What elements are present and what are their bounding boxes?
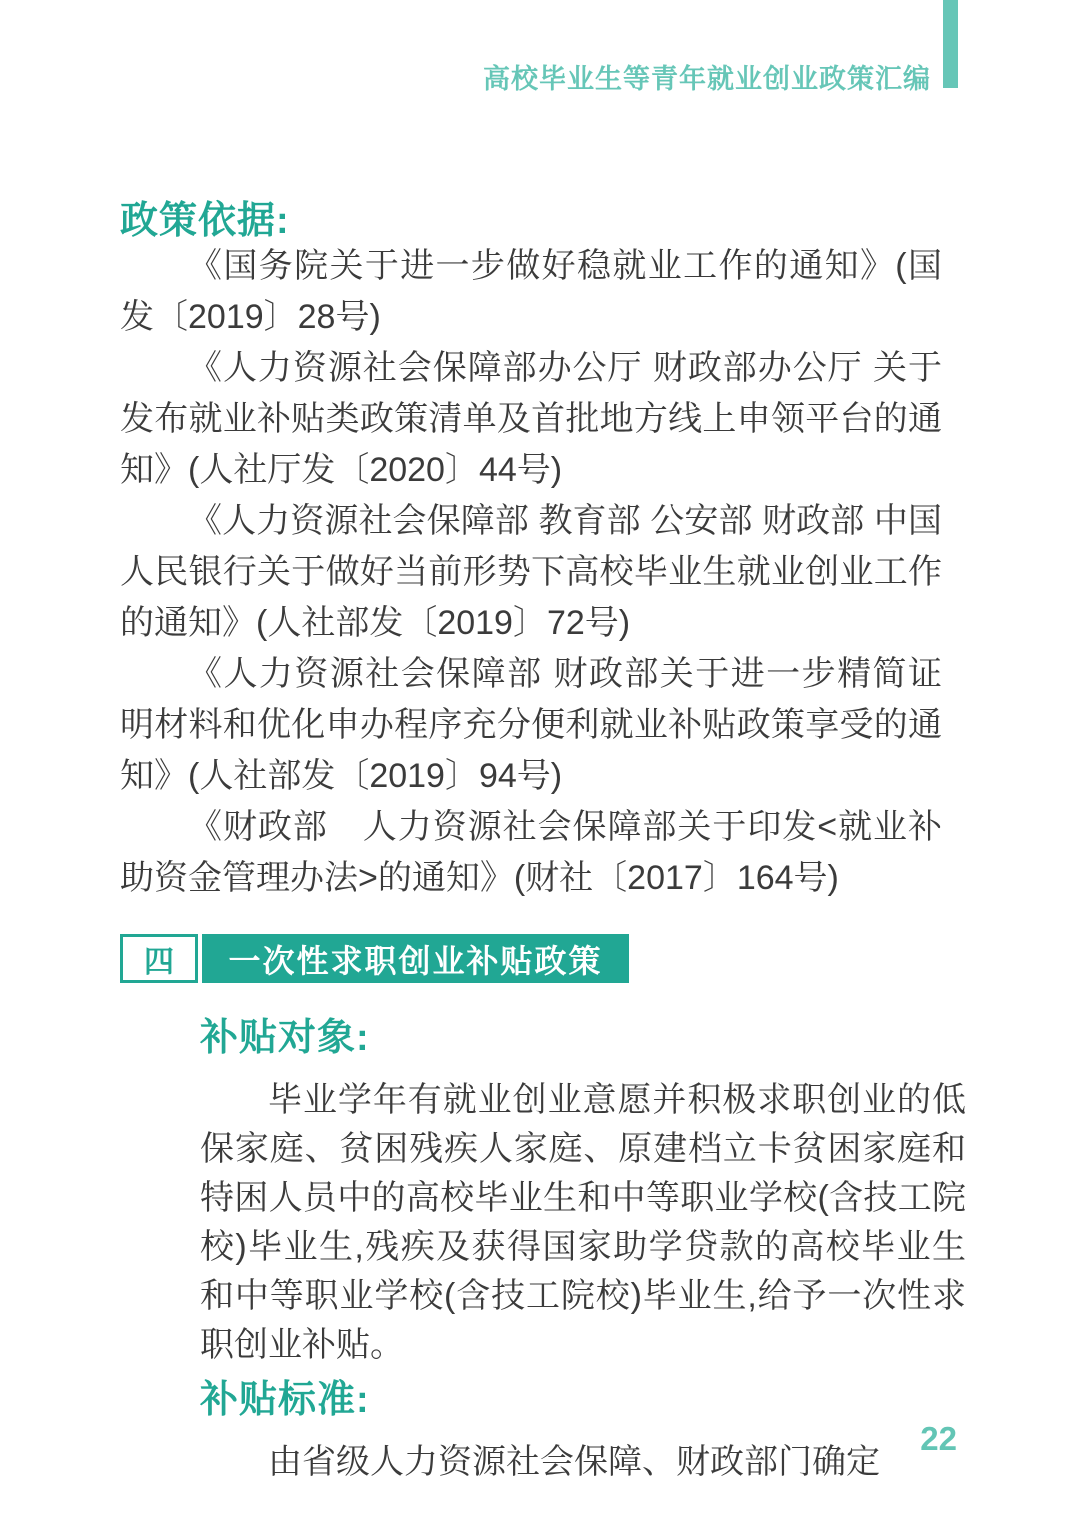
subsidy-standard-body: 由省级人力资源社会保障、财政部门确定: [268, 1443, 880, 1481]
document-header-title: 高校毕业生等青年就业创业政策汇编: [483, 64, 931, 94]
policy-basis-heading: 政策依据:: [120, 200, 290, 242]
header-accent-bar: [943, 0, 958, 88]
section-banner: [120, 934, 629, 983]
subsidy-standard-heading: 补贴标准:: [200, 1379, 370, 1421]
policy-item: 《财政部 人力资源社会保障部关于印发<就业补助资金管理办法>的通知》(财社〔2017〕164号): [120, 808, 942, 897]
policy-basis-list: [120, 241, 942, 904]
policy-item: 《人力资源社会保障部办公厅 财政部办公厅 关于发布就业补贴类政策清单及首批地方线上申领平台的通知》(人社厅发〔2020〕44号): [120, 349, 942, 489]
policy-item: 《人力资源社会保障部 财政部关于进一步精简证明材料和优化申办程序充分便利就业补贴政策享受的通知》(人社部发〔2019〕94号): [120, 655, 942, 795]
page-number: 22: [920, 1420, 957, 1457]
section-content: [200, 1014, 966, 1493]
section-title: 一次性求职创业补贴政策: [202, 934, 629, 983]
section-number-badge: 四: [120, 934, 198, 983]
policy-item: 《人力资源社会保障部 教育部 公安部 财政部 中国人民银行关于做好当前形势下高校毕业生就业创业工作的通知》(人社部发〔2019〕72号): [120, 502, 942, 642]
subsidy-target-body: 毕业学年有就业创业意愿并积极求职创业的低保家庭、贫困残疾人家庭、原建档立卡贫困家庭和特困人员中的高校毕业生和中等职业学校(含技工院校)毕业生,残疾及获得国家助学贷款的高校毕业生和中等职业学校(含技工院校)毕业生,给予一次性求职创业补贴。: [200, 1081, 966, 1364]
policy-item: 《国务院关于进一步做好稳就业工作的通知》(国发〔2019〕28号): [120, 247, 942, 336]
subsidy-target-heading: 补贴对象:: [200, 1017, 370, 1059]
